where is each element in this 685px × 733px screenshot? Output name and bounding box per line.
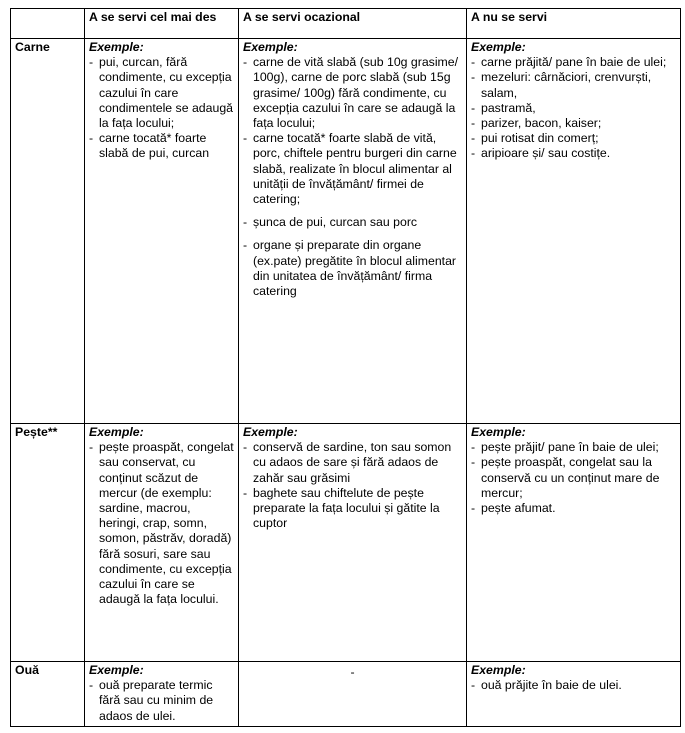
list-item: - carne tocată* foarte slabă de vită, porc, chiftele pentru burgeri din carne slabă, realizate în blocul alimentar al unității de învățământ/ firmei de catering;	[243, 131, 462, 207]
list-item: - pește afumat.	[471, 501, 676, 516]
list-peste-often	[89, 440, 234, 607]
cell-carne-occasional	[239, 39, 467, 424]
examples-label: Exemple:	[89, 40, 144, 54]
list-item: - aripioare și/ sau costițe.	[471, 146, 676, 161]
list-item: - pastramă,	[471, 101, 676, 116]
list-item: - carne prăjită/ pane în baie de ulei;	[471, 55, 676, 70]
examples-label: Exemple:	[89, 425, 144, 439]
examples-label: Exemple:	[471, 40, 526, 54]
header-row	[11, 9, 681, 39]
list-item: - ouă prăjite în baie de ulei.	[471, 678, 676, 693]
cell-oua-never	[467, 662, 681, 727]
examples-label: Exemple:	[471, 663, 526, 677]
header-occasional: A se servi ocazional	[239, 9, 467, 39]
list-item: - pui, curcan, fără condimente, cu excepția cazului în care condimentele se adaugă la fața locului;	[89, 55, 234, 131]
header-never: A nu se servi	[467, 9, 681, 39]
list-item: - carne de vită slabă (sub 10g grasime/ 100g), carne de porc slabă (sub 15g grasime/ 100g) fără condimente, cu excepția cazului în care se adaugă la fața locului;	[243, 55, 462, 131]
row-oua	[11, 662, 681, 727]
food-guidelines-table	[10, 8, 681, 727]
row-peste	[11, 424, 681, 662]
cell-peste-never	[467, 424, 681, 662]
cell-peste-often	[85, 424, 239, 662]
list-item: - pește prăjit/ pane în baie de ulei;	[471, 440, 676, 455]
header-empty	[11, 9, 85, 39]
list-item: - pui rotisat din comerț;	[471, 131, 676, 146]
cell-carne-often	[85, 39, 239, 424]
cell-oua-occasional	[239, 662, 467, 727]
list-peste-occasional	[243, 440, 462, 531]
examples-label: Exemple:	[243, 40, 298, 54]
examples-label: Exemple:	[89, 663, 144, 677]
list-carne-often	[89, 55, 234, 161]
list-item: - carne tocată* foarte slabă de pui, curcan	[89, 131, 234, 161]
empty-dash: -	[350, 665, 355, 679]
cell-oua-often	[85, 662, 239, 727]
list-oua-never	[471, 678, 676, 693]
list-carne-never	[471, 55, 676, 161]
list-item: - organe și preparate din organe (ex.pate) pregătite în blocul alimentar din unitatea de învățământ/ firma catering	[243, 238, 462, 299]
list-item: - baghete sau chiftelute de pește preparate la fața locului și gătite la cuptor	[243, 486, 462, 532]
examples-label: Exemple:	[471, 425, 526, 439]
list-item: - ouă preparate termic fără sau cu minim de adaos de ulei.	[89, 678, 234, 724]
list-oua-often	[89, 678, 234, 724]
row-label-carne: Carne	[11, 39, 85, 424]
list-peste-never	[471, 440, 676, 516]
list-carne-occasional	[243, 55, 462, 299]
list-item: - șunca de pui, curcan sau porc	[243, 215, 462, 230]
list-item: - pește proaspăt, congelat sau la conservă cu un conținut mare de mercur;	[471, 455, 676, 501]
list-item: - pește proaspăt, congelat sau conservat, cu conținut scăzut de mercur (de exemplu: sardine, macrou, heringi, crap, somn, somon, păstrăv, doradă) fără sosuri, sare sau condimente, cu excepția cazului în care se adaugă la fața locului.	[89, 440, 234, 607]
row-carne	[11, 39, 681, 424]
examples-label: Exemple:	[243, 425, 298, 439]
row-label-peste: Pește**	[11, 424, 85, 662]
cell-carne-never	[467, 39, 681, 424]
list-item: - parizer, bacon, kaiser;	[471, 116, 676, 131]
header-often: A se servi cel mai des	[85, 9, 239, 39]
list-item: - mezeluri: cârnăciori, crenvurști, salam,	[471, 70, 676, 100]
row-label-oua: Ouă	[11, 662, 85, 727]
cell-peste-occasional	[239, 424, 467, 662]
list-item: - conservă de sardine, ton sau somon cu adaos de sare și fără adaos de zahăr sau grăsimi	[243, 440, 462, 486]
